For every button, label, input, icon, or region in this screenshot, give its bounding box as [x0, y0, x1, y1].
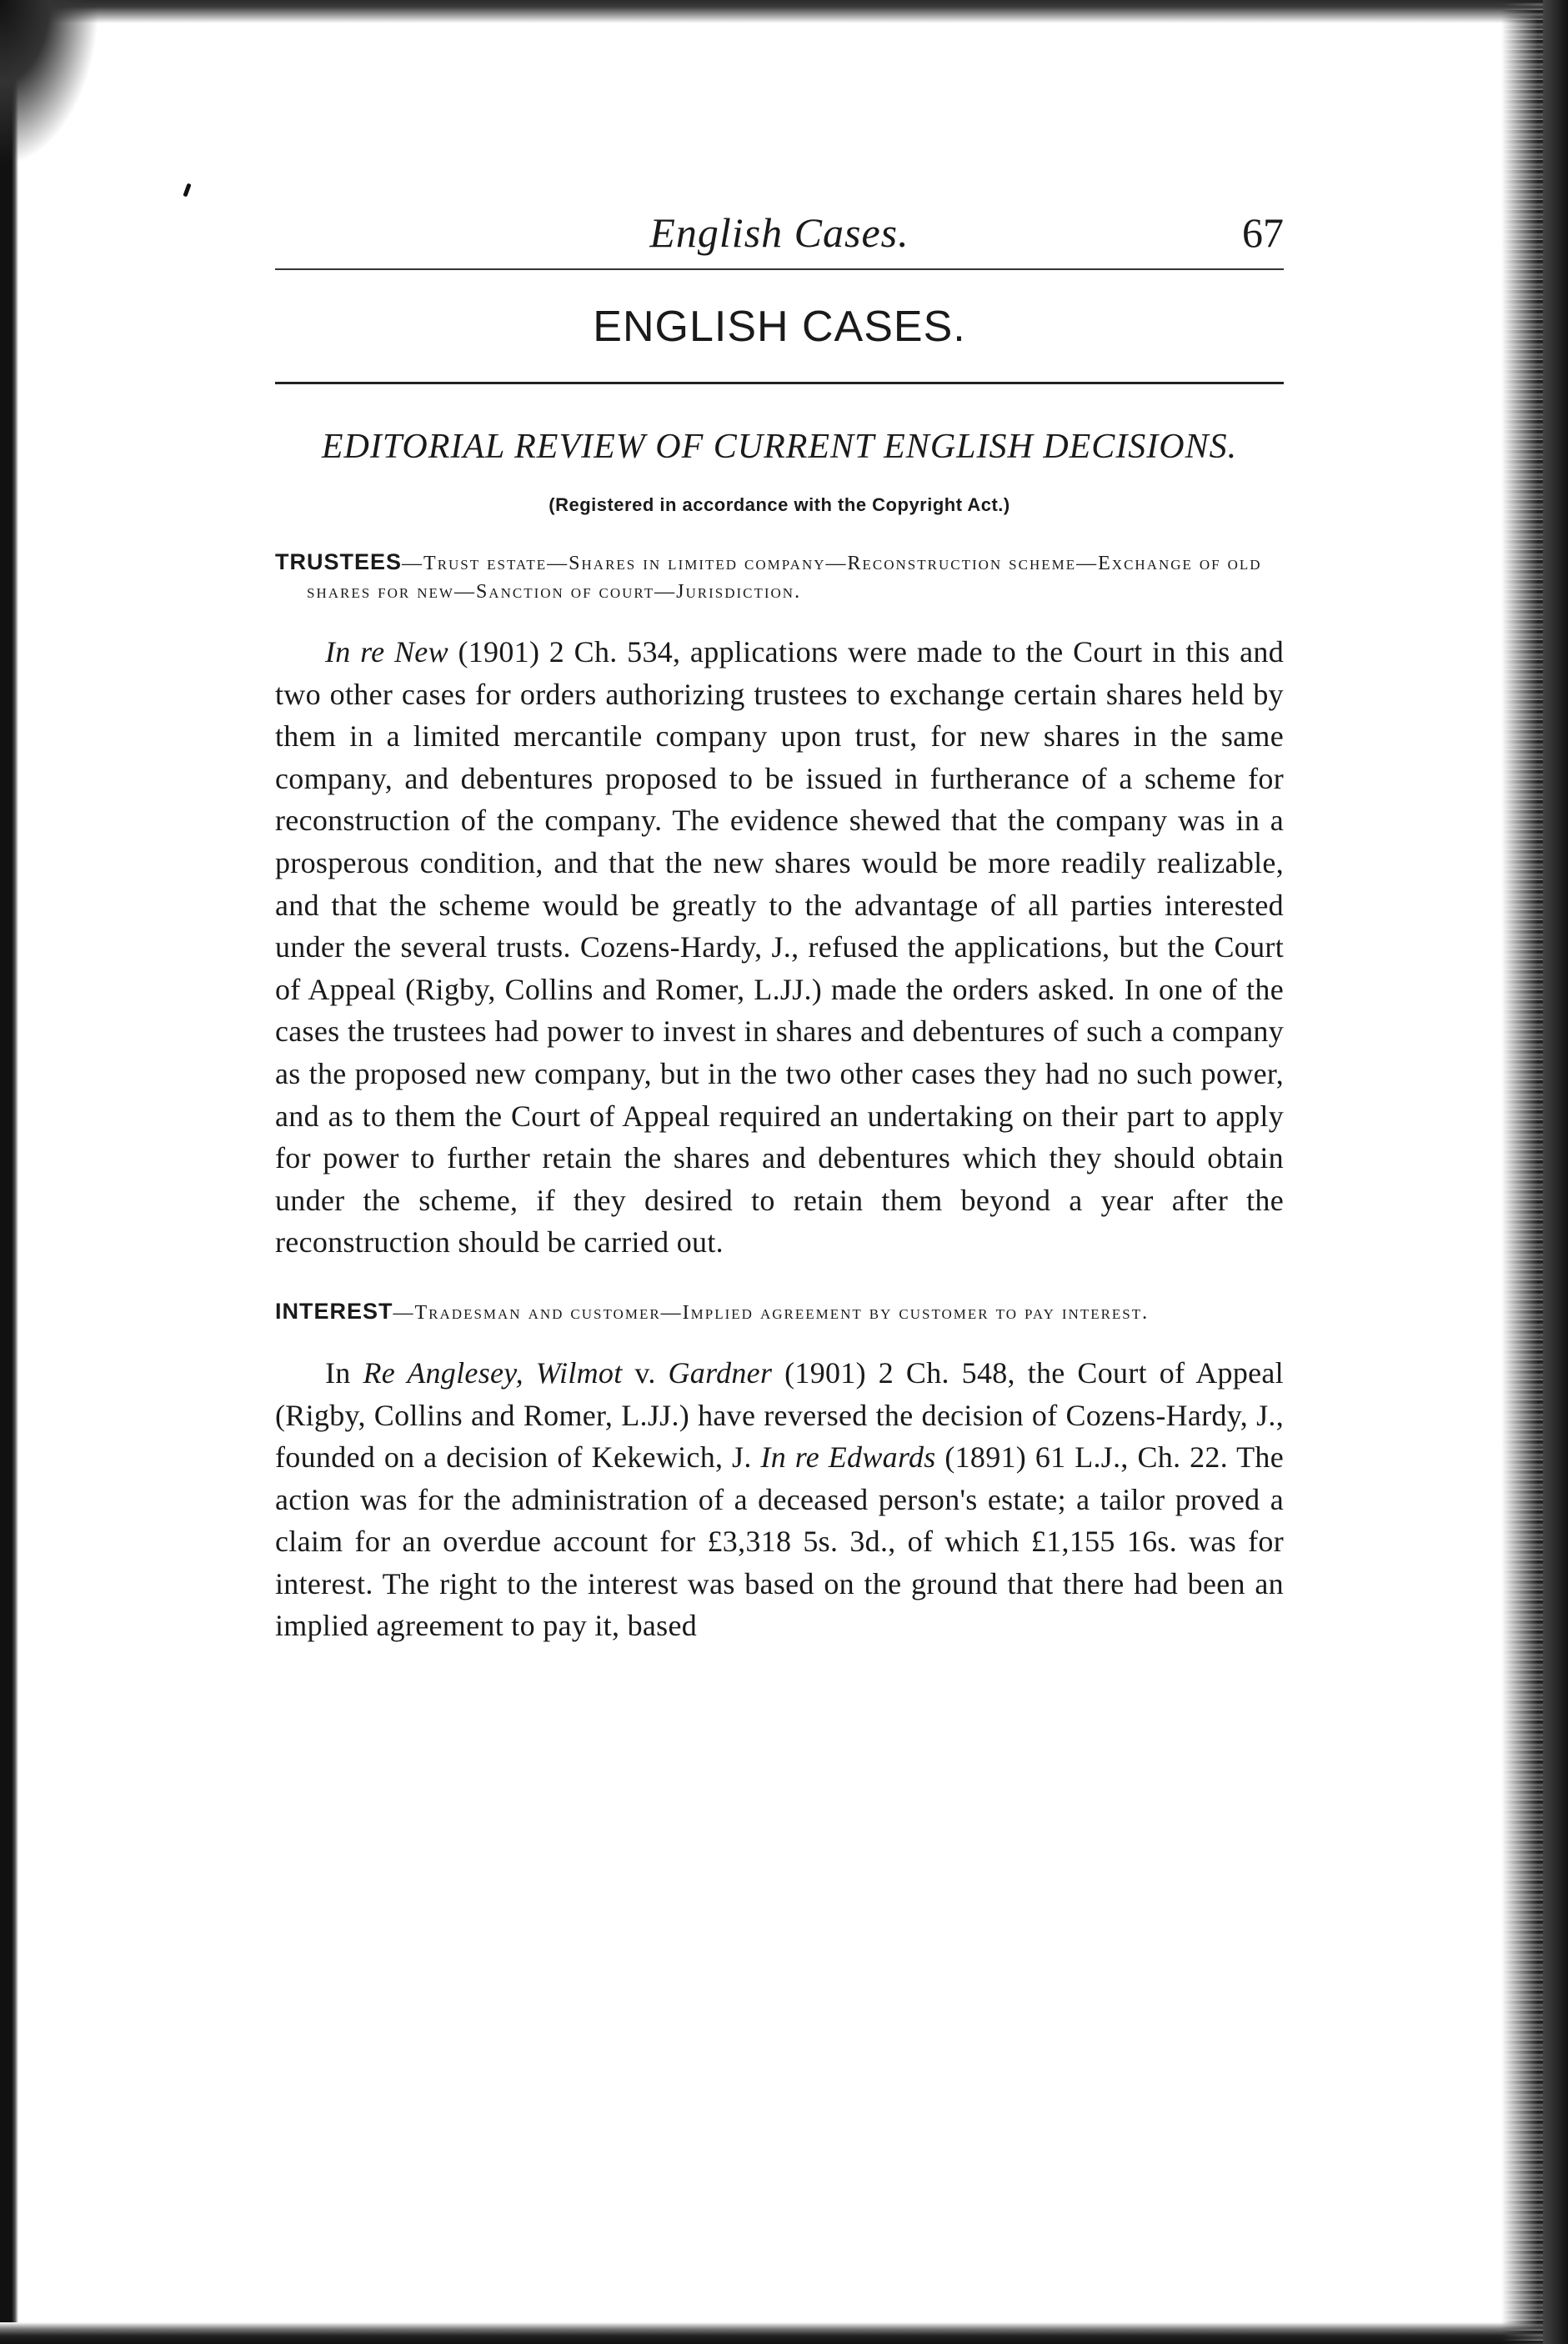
spacer: [275, 1264, 1284, 1297]
scan-edge-bottom: [0, 2322, 1568, 2344]
case-name: In re New: [325, 635, 448, 669]
case-paragraph-trustees: [275, 631, 1284, 1264]
scan-edge-right-solid: [1543, 0, 1568, 2344]
scan-edge-top: [0, 0, 1568, 23]
topic-heading-trustees: [275, 548, 1284, 606]
page-number: 67: [1242, 209, 1284, 256]
section-rule: [275, 382, 1284, 384]
running-head-title: English Cases.: [649, 209, 909, 256]
case-body: (1901) 2 Ch. 534, applications were made to the Court in this and two other cases for orders authorizing trustees to exchange certain shares held by them in a limited mercantile company upon trust, for new shares in the same company, and debentures proposed to be issued in furtherance of a scheme for reconstruction of the company. The evidence shewed that the company was in a prosperous condition, and that the new shares would be more readily realizable, and that the scheme would be greatly to the advantage of all parties interested under the several trusts. Cozens-Hardy, J., refused the applications, but the Court of Appeal (Rigby, Collins and Romer, L.JJ.) made the orders asked. In one of the cases the trustees had power to invest in shares and debentures of such a company as the proposed new company, but in the two other cases they had no such power, and as to them the Court of Appeal required an undertaking on their part to apply for power to further retain the shares and debentures which they should obtain under the scheme, if they desired to retain them beyond a year after the reconstruction should be carried out.: [275, 635, 1285, 1260]
case-text: (1891) 61 L.J., Ch. 22. The action was for the administration of a deceased person's estate; a tailor proved a claim for an overdue account for £3,318 5s. 3d., of which £1,155 16s. was for interest. The right to the interest was based on the ground that there had been an implied agreement to pay it, based: [275, 1440, 1284, 1643]
review-title: EDITORIAL REVIEW OF CURRENT ENGLISH DECISIONS.: [321, 428, 1238, 466]
case-text: v.: [622, 1355, 669, 1390]
case-name: Gardner: [668, 1355, 773, 1390]
topic-key: INTEREST: [275, 1298, 393, 1324]
section-heading: ENGLISH CASES.: [593, 303, 966, 351]
case-text: (1901) 2 Ch. 548, the Court of Appeal (Rigby, Collins and Romer, L.JJ.) have reversed the decision of Cozens-Hardy, J., founded on a decision of Kekewich, J.: [275, 1355, 1284, 1475]
topic-heading-interest: [275, 1297, 1284, 1327]
case-paragraph-interest: [275, 1352, 1284, 1647]
topic-subtopics: —Tradesman and customer—Implied agreement by customer to pay interest.: [393, 1301, 1150, 1324]
case-name: Re Anglesey, Wilmot: [363, 1355, 623, 1390]
ink-speck: [183, 183, 191, 198]
scan-edge-left: [0, 0, 18, 2344]
topic-key: TRUSTEES: [275, 549, 403, 574]
case-text: In: [325, 1355, 363, 1390]
document-page: [275, 208, 1284, 1647]
running-head: [275, 208, 1284, 268]
header-rule: [275, 268, 1284, 270]
case-name: In re Edwards: [760, 1440, 936, 1475]
scan-corner-top-left: [0, 0, 100, 167]
copyright-note: (Registered in accordance with the Copyright Act.): [549, 494, 1010, 515]
topic-subtopics: —Trust estate—Shares in limited company—Reconstruction scheme—Exchange of old shares for new—Sanction of court—Jurisdiction.: [307, 553, 1262, 603]
